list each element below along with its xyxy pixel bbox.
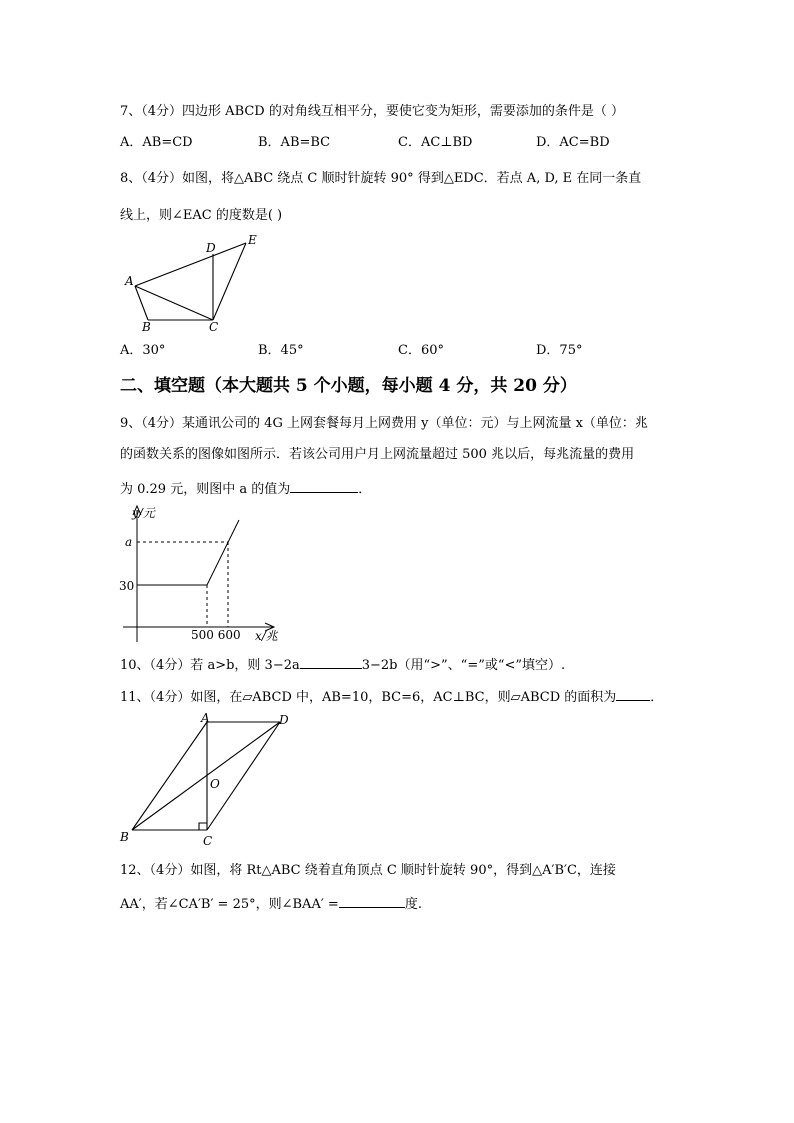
- q8-stem-line1: 8、（4分）如图，将△ABC 绕点 C 顺时针旋转 90° 得到△EDC．若点 A, D, E 在同一条直: [120, 171, 642, 186]
- q8-label-e: E: [248, 233, 257, 247]
- q9-line3: [120, 478, 371, 499]
- q11-parallelogram-figure: [115, 710, 300, 850]
- q11-label-o: O: [210, 777, 220, 791]
- q8-label-c: C: [209, 320, 219, 334]
- q12-text-b: 度.: [404, 897, 422, 912]
- q7-stem: 7、（4分）四边形 ABCD 的对角线互相平分，要使它变为矩形，需要添加的条件是（ ）: [120, 104, 624, 119]
- q8-segment-ec: [213, 243, 246, 320]
- q9-cost-graph: [115, 500, 300, 645]
- q7-option-a: A．AB=CD: [120, 135, 193, 150]
- q9-line1: 9、（4分）某通讯公司的 4G 上网套餐每月上网费用 y（单位：元）与上网流量 x（单位：兆: [120, 416, 648, 431]
- q11-text-b: ．: [650, 690, 664, 705]
- q12-text-a: AA′，若∠CA′B′ = 25°，则∠BAA′ =: [120, 897, 339, 912]
- q11-text-a: 11、（4分）如图，在▱ABCD 中，AB=10，BC=6，AC⊥BC，则▱ABCD 的面积为: [120, 690, 617, 705]
- q9-line3-end: ．: [358, 482, 372, 497]
- section-2-heading: 二、填空题（本大题共 5 个小题，每小题 4 分，共 20 分）: [120, 376, 577, 396]
- q7-option-b: B．AB=BC: [258, 135, 331, 150]
- q11-segment-dc: [207, 722, 280, 830]
- q8-label-a: A: [125, 274, 134, 288]
- q8-label-d: D: [206, 241, 216, 255]
- q8-rotation-figure: [118, 230, 278, 335]
- q11-right-angle-mark: [199, 823, 207, 830]
- q10-text-a: 10、（4分）若 a>b，则 3−2a: [120, 658, 300, 673]
- q10-line: [120, 654, 565, 675]
- q9-line3-text: 为 0.29 元，则图中 a 的值为: [120, 482, 291, 497]
- q11-label-a: A: [201, 711, 210, 725]
- q8-segment-ac: [135, 286, 213, 320]
- q12-line2: [120, 893, 422, 914]
- q9-answer-blank[interactable]: [290, 478, 358, 493]
- q12-answer-blank[interactable]: [339, 893, 405, 908]
- q10-answer-blank[interactable]: [300, 654, 362, 669]
- q8-option-c: C．60°: [398, 343, 444, 358]
- q8-label-b: B: [142, 320, 151, 334]
- q8-option-b: B．45°: [258, 343, 304, 358]
- q11-label-c: C: [203, 834, 213, 848]
- q11-answer-blank[interactable]: [616, 686, 650, 701]
- q8-option-a: A．30°: [120, 343, 166, 358]
- q9-y-axis-label: y/元: [132, 506, 155, 520]
- q11-label-d: D: [279, 713, 289, 727]
- q8-option-d: D．75°: [536, 343, 583, 358]
- q12-line1: 12、（4分）如图，将 Rt△ABC 绕着直角顶点 C 顺时针旋转 90°，得到△A′B′C，连接: [120, 863, 616, 878]
- q9-x-axis-label: x/兆: [255, 629, 278, 643]
- q8-segment-ae: [135, 243, 246, 286]
- q11-segment-ba: [132, 722, 207, 830]
- q9-rising-segment: [207, 520, 239, 585]
- q9-tick-30: 30: [119, 579, 135, 593]
- q8-stem-line2: 线上，则∠EAC 的度数是( ): [120, 208, 283, 223]
- q10-text-b: 3−2b（用“>”、“=”或“<”填空）.: [361, 658, 566, 673]
- q11-line: [120, 686, 663, 707]
- q7-option-c: C．AC⊥BD: [398, 135, 473, 150]
- q9-tick-a: a: [125, 535, 133, 549]
- q9-x-ticks: 500 600: [191, 628, 241, 642]
- q9-line2: 的函数关系的图像如图所示．若该公司用户月上网流量超过 500 兆以后，每兆流量的费用: [120, 447, 635, 462]
- q11-diagonal-bd: [132, 722, 280, 830]
- q7-option-d: D．AC=BD: [536, 135, 610, 150]
- q11-label-b: B: [120, 830, 129, 844]
